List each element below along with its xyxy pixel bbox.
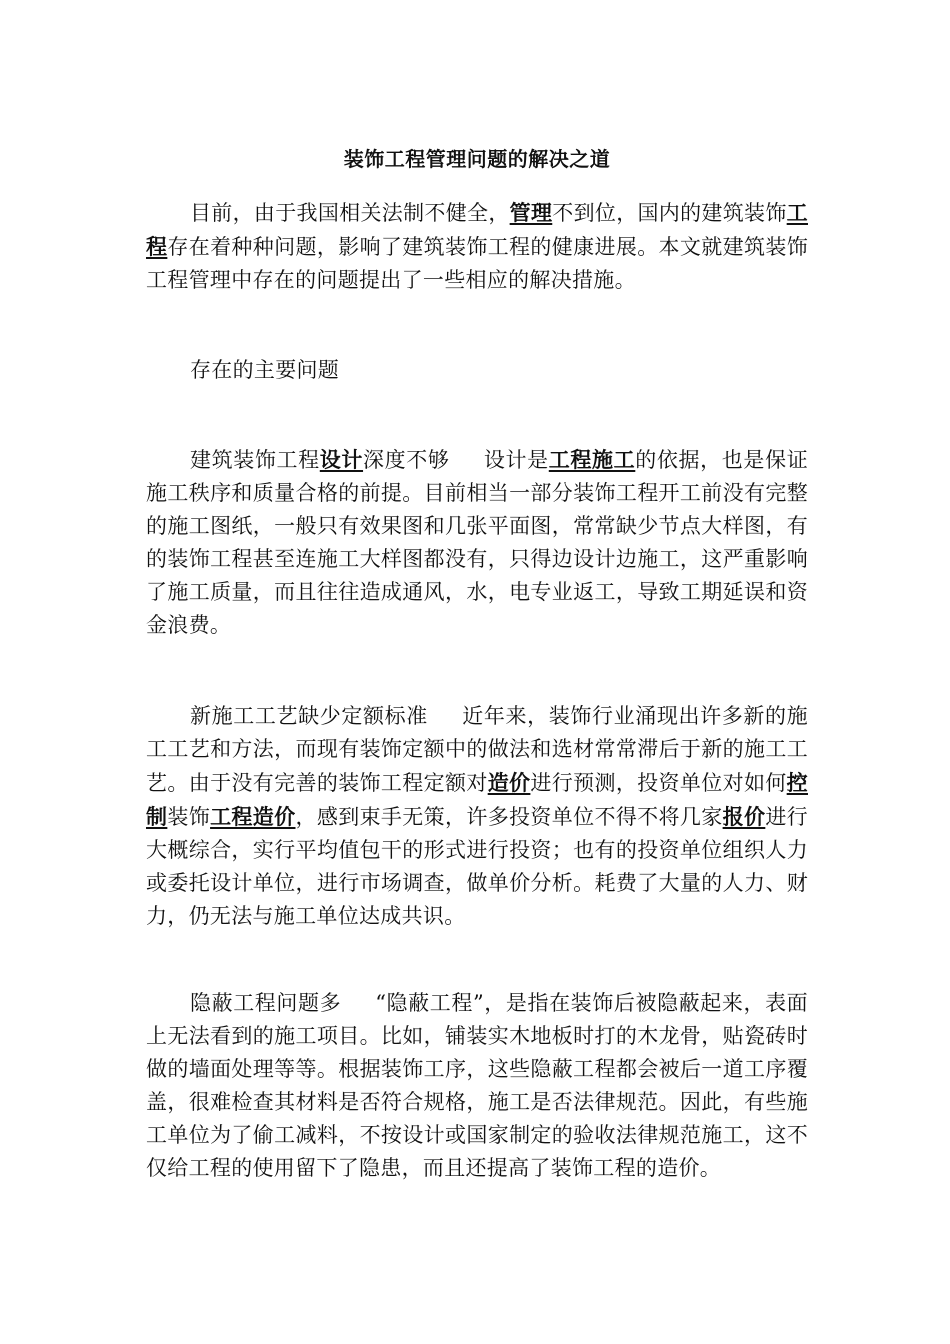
process-issue-text-3: 进行预测，投资单位对如何 <box>530 771 787 795</box>
design-issue-text-4: 的依据，也是保证施工秩序和质量合格的前提。目前相当一部分装饰工程开工前没有完整的施工图纸，一般只有效果图和几张平面图，常常缺少节点大样图，有的装饰工程甚至连施工大样图都没有，只得边设计边施工，这严重影响了施工质量，而且往往造成通风，水，电专业返工，导致工期延误和资金浪费。 <box>146 448 808 637</box>
document-title: 装饰工程管理问题的解决之道 <box>343 147 611 171</box>
hidden-issue-paragraph <box>146 987 808 1185</box>
design-issue-heading-rest: 深度不够 <box>363 448 450 472</box>
link-control[interactable]: 控制 <box>146 770 808 829</box>
design-issue-paragraph <box>146 443 808 642</box>
process-issue-text-6: 进行大概综合，实行平均值包干的形式进行投资；也有的投资单位组织人力或委托设计单位，进行市场调查，做单价分析。耗费了大量的人力、财力，仍无法与施工单位达成共识。 <box>146 805 808 928</box>
link-engineering-construction[interactable]: 工程施工 <box>548 447 636 472</box>
link-design[interactable]: 设计 <box>319 447 364 472</box>
link-quote[interactable]: 报价 <box>722 804 766 829</box>
intro-text-1: 目前，由于我国相关法制不健全， <box>190 201 510 225</box>
link-engineering[interactable]: 工程 <box>146 200 808 259</box>
process-issue-paragraph <box>146 700 808 933</box>
link-cost[interactable]: 造价 <box>487 770 531 795</box>
intro-text-2: 不到位，国内的建筑装饰 <box>552 201 787 225</box>
process-issue-text-4: 装饰 <box>167 805 211 829</box>
link-project-cost[interactable]: 工程造价 <box>210 804 296 829</box>
design-issue-text-3: 设计是 <box>483 448 549 472</box>
process-issue-heading: 新施工工艺缺少定额标准 <box>190 704 428 728</box>
design-issue-text-1: 建筑装饰工程 <box>190 448 320 472</box>
process-issue-text-2: 近年来，装饰行业涌现出许多新的施工工艺和方法，而现有装饰定额中的做法和选材常常滞后于新的施工工艺。由于没有完善的装饰工程定额对 <box>146 704 808 795</box>
hidden-issue-heading: 隐蔽工程问题多 <box>190 991 342 1015</box>
intro-text-3: 存在着种种问题，影响了建筑装饰工程的健康进展。本文就建筑装饰工程管理中存在的问题提出了一些相应的解决措施。 <box>146 235 808 292</box>
link-management[interactable]: 管理 <box>509 200 553 225</box>
hidden-issue-text-2: “隐蔽工程”，是指在装饰后被隐蔽起来，表面上无法看到的施工项目。比如，铺装实木地板时打的木龙骨，贴瓷砖时做的墙面处理等等。根据装饰工序，这些隐蔽工程都会被后一道工序覆盖，很难检查其材料是否符合规格，施工是否法律规范。因此，有些施工单位为了偷工减料，不按设计或国家制定的验收法律规范施工，这不仅给工程的使用留下了隐患，而且还提高了装饰工程的造价。 <box>146 991 808 1180</box>
intro-paragraph <box>146 196 808 297</box>
process-issue-text-5: ，感到束手无策，许多投资单位不得不将几家 <box>295 805 723 829</box>
section-heading: 存在的主要问题 <box>190 358 340 382</box>
